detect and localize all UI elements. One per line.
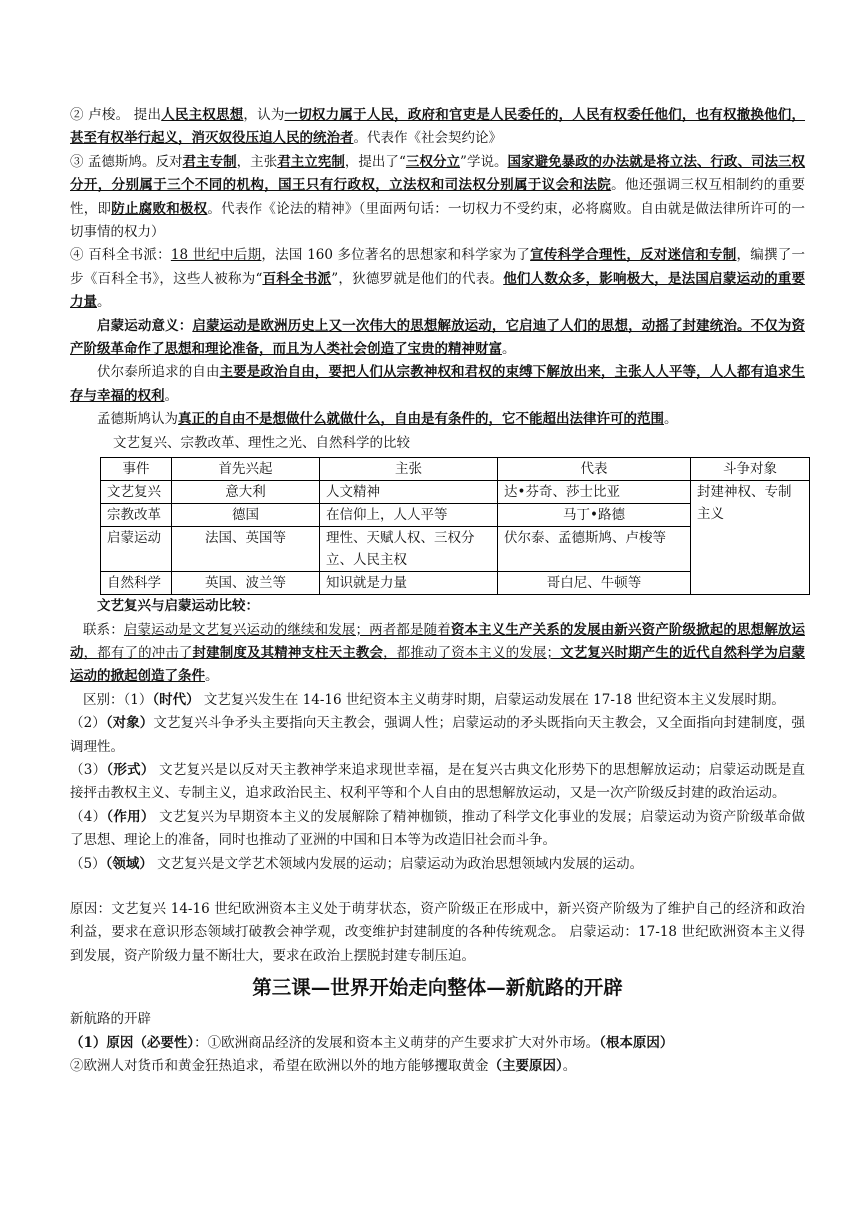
table-cell-target: 封建神权、专制主义	[691, 481, 810, 595]
table-caption: 文艺复兴、宗教改革、理性之光、自然科学的比较	[113, 434, 410, 451]
text: 。	[205, 668, 219, 685]
key-phrase: 封建制度及其精神支柱天主教会	[192, 644, 384, 661]
key-phrase: 百科全书派	[262, 270, 332, 287]
montesquieu-paragraph	[70, 151, 805, 245]
key-phrase: （主要原因）	[488, 1058, 563, 1074]
text: 文艺复兴是以反对天主教神学来追求现世幸福，是在复兴古典文化形势下的思想解放运动；启蒙运动既是直接抨击教权主义、专制主义，追求政治民主、权利平等和个人自由的思想解放运动，又是一次产阶级反封建的政治运动。	[70, 761, 806, 802]
text: 。	[562, 1058, 577, 1074]
key-phrase: 君主专制	[182, 153, 237, 170]
text: ：①欧洲商品经济的发展和资本主义萌芽的产生要求扩大对外市场。	[194, 1034, 600, 1051]
compare-connection	[70, 619, 805, 689]
key-phrase: 三权分立	[405, 153, 461, 170]
text: ③ 孟德斯鸠。反对	[70, 153, 183, 170]
section-subtitle: 新航路的开辟	[70, 1011, 151, 1028]
lesson-title: 第三课—世界开始走向整体—新航路的开辟	[252, 976, 623, 1000]
compare-diff-2	[70, 712, 805, 759]
text: ，主张	[236, 153, 278, 170]
table-cell: 英国、波兰等	[172, 572, 320, 595]
table-cell: 知识就是力量	[320, 572, 498, 595]
comparison-table	[100, 457, 810, 595]
text: 。他还强调三权互相制约的重要性，即	[70, 177, 805, 217]
header-cell: 事件	[101, 458, 172, 481]
key-phrase: 真正的自由不是想做什么就做什么，自由是有条件的，它不能超出法律许可的范围	[178, 411, 664, 428]
text: 区别：（1）	[83, 691, 153, 708]
key-phrase: 人民主权思想	[161, 107, 244, 123]
text: 文艺复兴是文学艺术领域内发展的运动；启蒙运动为政治思想领域内发展的运动。	[152, 855, 644, 872]
text: （2）	[70, 715, 106, 732]
text: 。	[664, 411, 678, 428]
table-cell: 法国、英国等	[172, 527, 320, 572]
text: 文艺复兴斗争矛头主要指向天主教会，强调人性；启蒙运动的矛头既指向天主教会，又全面指向封建制度，强调理性。	[70, 715, 806, 755]
key-phrase: 资本主义生产关系的发展由新兴资产阶级掀起的思想解放运动	[70, 621, 805, 661]
key-phrase: ，都推动了资本主义的发展；	[383, 644, 560, 661]
table-cell: 宗教改革	[101, 504, 172, 527]
key-phrase: 18 世纪中后期	[170, 247, 262, 264]
key-phrase: （对象）	[105, 715, 154, 732]
text: （3）	[70, 761, 107, 778]
table-cell: 意大利	[172, 481, 320, 504]
text: ②欧洲人对货币和黄金狂热追求，希望在欧洲以外的地方能够攫取黄金	[70, 1058, 489, 1074]
text: ，认为	[243, 107, 285, 123]
table-cell: 自然科学	[101, 572, 172, 595]
text: 伏尔泰所追求的自由	[97, 364, 220, 381]
key-phrase: ，都有了的冲击了	[83, 644, 193, 661]
key-phrase: 主要是政治自由，要把人们从宗教神权和君权的束缚下解放出来，主张人人平等，人人都有追求生存与幸福的权利	[70, 364, 806, 404]
text: 。	[164, 387, 178, 404]
compare-diff-3	[70, 759, 805, 806]
key-phrase: （形式）	[106, 761, 155, 778]
text: 文艺复兴发生在 14-16 世纪资本主义萌芽时期，启蒙运动发展在 17-18 世纪资本主义发展时期。	[199, 691, 785, 708]
key-phrase: （领域）	[105, 855, 153, 872]
text: 。代表作《社会契约论》	[353, 130, 502, 147]
voltaire-freedom	[70, 361, 805, 408]
text: ，法国 160 多位著名的思想家和科学家为了	[261, 247, 531, 264]
label: 启蒙运动意义：	[97, 317, 193, 334]
table-header-row	[101, 458, 810, 481]
key-phrase: 防止腐败和极权	[111, 200, 208, 217]
table-cell: 文艺复兴	[101, 481, 172, 504]
causes-paragraph: 原因：文艺复兴 14-16 世纪欧洲资本主义处于萌芽状态，资产阶级正在形成中，新兴资产阶级为了维护自己的经济和政治利益，要求在意识形态领域打破教会神学观，改变维护封建制度的各种传统观念。 启蒙运动：17-18 世纪欧洲资本主义得到发展，资产阶级力量不断壮大，要求在政治上摆脱封建专制压迫。	[70, 900, 805, 964]
rousseau-paragraph	[70, 104, 805, 151]
text: ，提出了“	[344, 153, 406, 170]
key-phrase: （时代）	[152, 691, 200, 708]
text: （5）	[70, 855, 106, 872]
compare-diff-1	[70, 689, 805, 712]
compare-diff-4	[70, 806, 805, 853]
text: 。代表作《论法的精神》（里面两句话：一切权力不受约束，必将腐败。自由就是做法律所许可的一切事情的权力）	[70, 200, 806, 241]
document-page	[70, 104, 805, 1078]
key-phrase: 启蒙运动是欧洲历史上又一次伟大的思想解放运动，它启迪了人们的思想，动摇了封建统治。不仅为资产阶级革命作了思想和理论准备，而且为人类社会创造了宝贵的精神财富	[70, 317, 806, 358]
text: ④ 百科全书派：	[70, 247, 171, 264]
header-cell: 斗争对象	[691, 458, 810, 481]
table-cell: 在信仰上，人人平等	[320, 504, 498, 527]
text: ，编撰了一步《百科全书》，这些人被称为“	[70, 247, 805, 287]
key-phrase: 宣传科学合理性，反对迷信和专制	[530, 247, 737, 264]
table-cell: 达•芬奇、莎士比亚	[498, 481, 691, 504]
text: 。	[502, 341, 516, 358]
table-cell: 德国	[172, 504, 320, 527]
table-cell: 伏尔泰、孟德斯鸠、卢梭等	[498, 527, 691, 572]
label: （1）原因（必要性）	[70, 1034, 195, 1051]
text: （4）	[70, 808, 107, 825]
key-phrase: 启蒙运动是文艺复兴运动的继续和发展；两者都是随着	[123, 621, 451, 638]
key-phrase: 一切权力属于人民，政府和官吏是人民委任的，人民有权委任他们，也有权撤换他们，甚至有权举行起义，消灭奴役压迫人民的统治者	[70, 107, 806, 147]
enlightenment-significance	[70, 315, 805, 362]
table-cell: 哥白尼、牛顿等	[498, 572, 691, 595]
montesquieu-freedom	[70, 408, 805, 431]
key-phrase: 文艺复兴时期产生的近代自然科学为启蒙运动的掀起创造了条件	[70, 644, 806, 685]
header-cell: 代表	[498, 458, 691, 481]
header-cell: 主张	[320, 458, 498, 481]
table-cell: 马丁•路德	[498, 504, 691, 527]
header-cell: 首先兴起	[172, 458, 320, 481]
key-phrase: 国家避免暴政的办法就是将立法、行政、司法三权分开，分别属于三个不同的机构，国王只有行政权，立法权和司法权分别属于议会和法院	[70, 153, 806, 194]
table-cell: 理性、天赋人权、三权分立、人民主权	[320, 527, 498, 572]
compare-heading: 文艺复兴与启蒙运动比较：	[97, 598, 259, 615]
cause-1	[70, 1032, 805, 1055]
table-row	[101, 481, 810, 504]
table-cell: 启蒙运动	[101, 527, 172, 572]
spacer	[70, 876, 805, 898]
encyclopedists-paragraph	[70, 244, 805, 314]
table-cell: 人文精神	[320, 481, 498, 504]
text: ”学说。	[460, 153, 508, 170]
key-phrase: 君主立宪制	[277, 153, 345, 170]
text: 文艺复兴为早期资本主义的发展解除了精神枷锁，推动了科学文化事业的发展；启蒙运动为资产阶级革命做了思想、理论上的准备，同时也推动了亚洲的中国和日本等为改造旧社会而斗争。	[70, 808, 806, 849]
cause-2	[70, 1055, 805, 1078]
text: 。	[97, 294, 111, 311]
text: 孟德斯鸠认为	[97, 411, 178, 428]
label: 联系：	[83, 621, 124, 638]
key-phrase: （作用）	[106, 808, 155, 825]
key-phrase: 他们人数众多，影响极大，是法国启蒙运动的重要力量	[70, 270, 806, 311]
text: ② 卢梭。 提出	[70, 107, 162, 123]
text: ”，狄德罗就是他们的代表。	[331, 270, 504, 287]
compare-diff-5	[70, 853, 805, 876]
key-phrase: （根本原因）	[599, 1034, 674, 1051]
